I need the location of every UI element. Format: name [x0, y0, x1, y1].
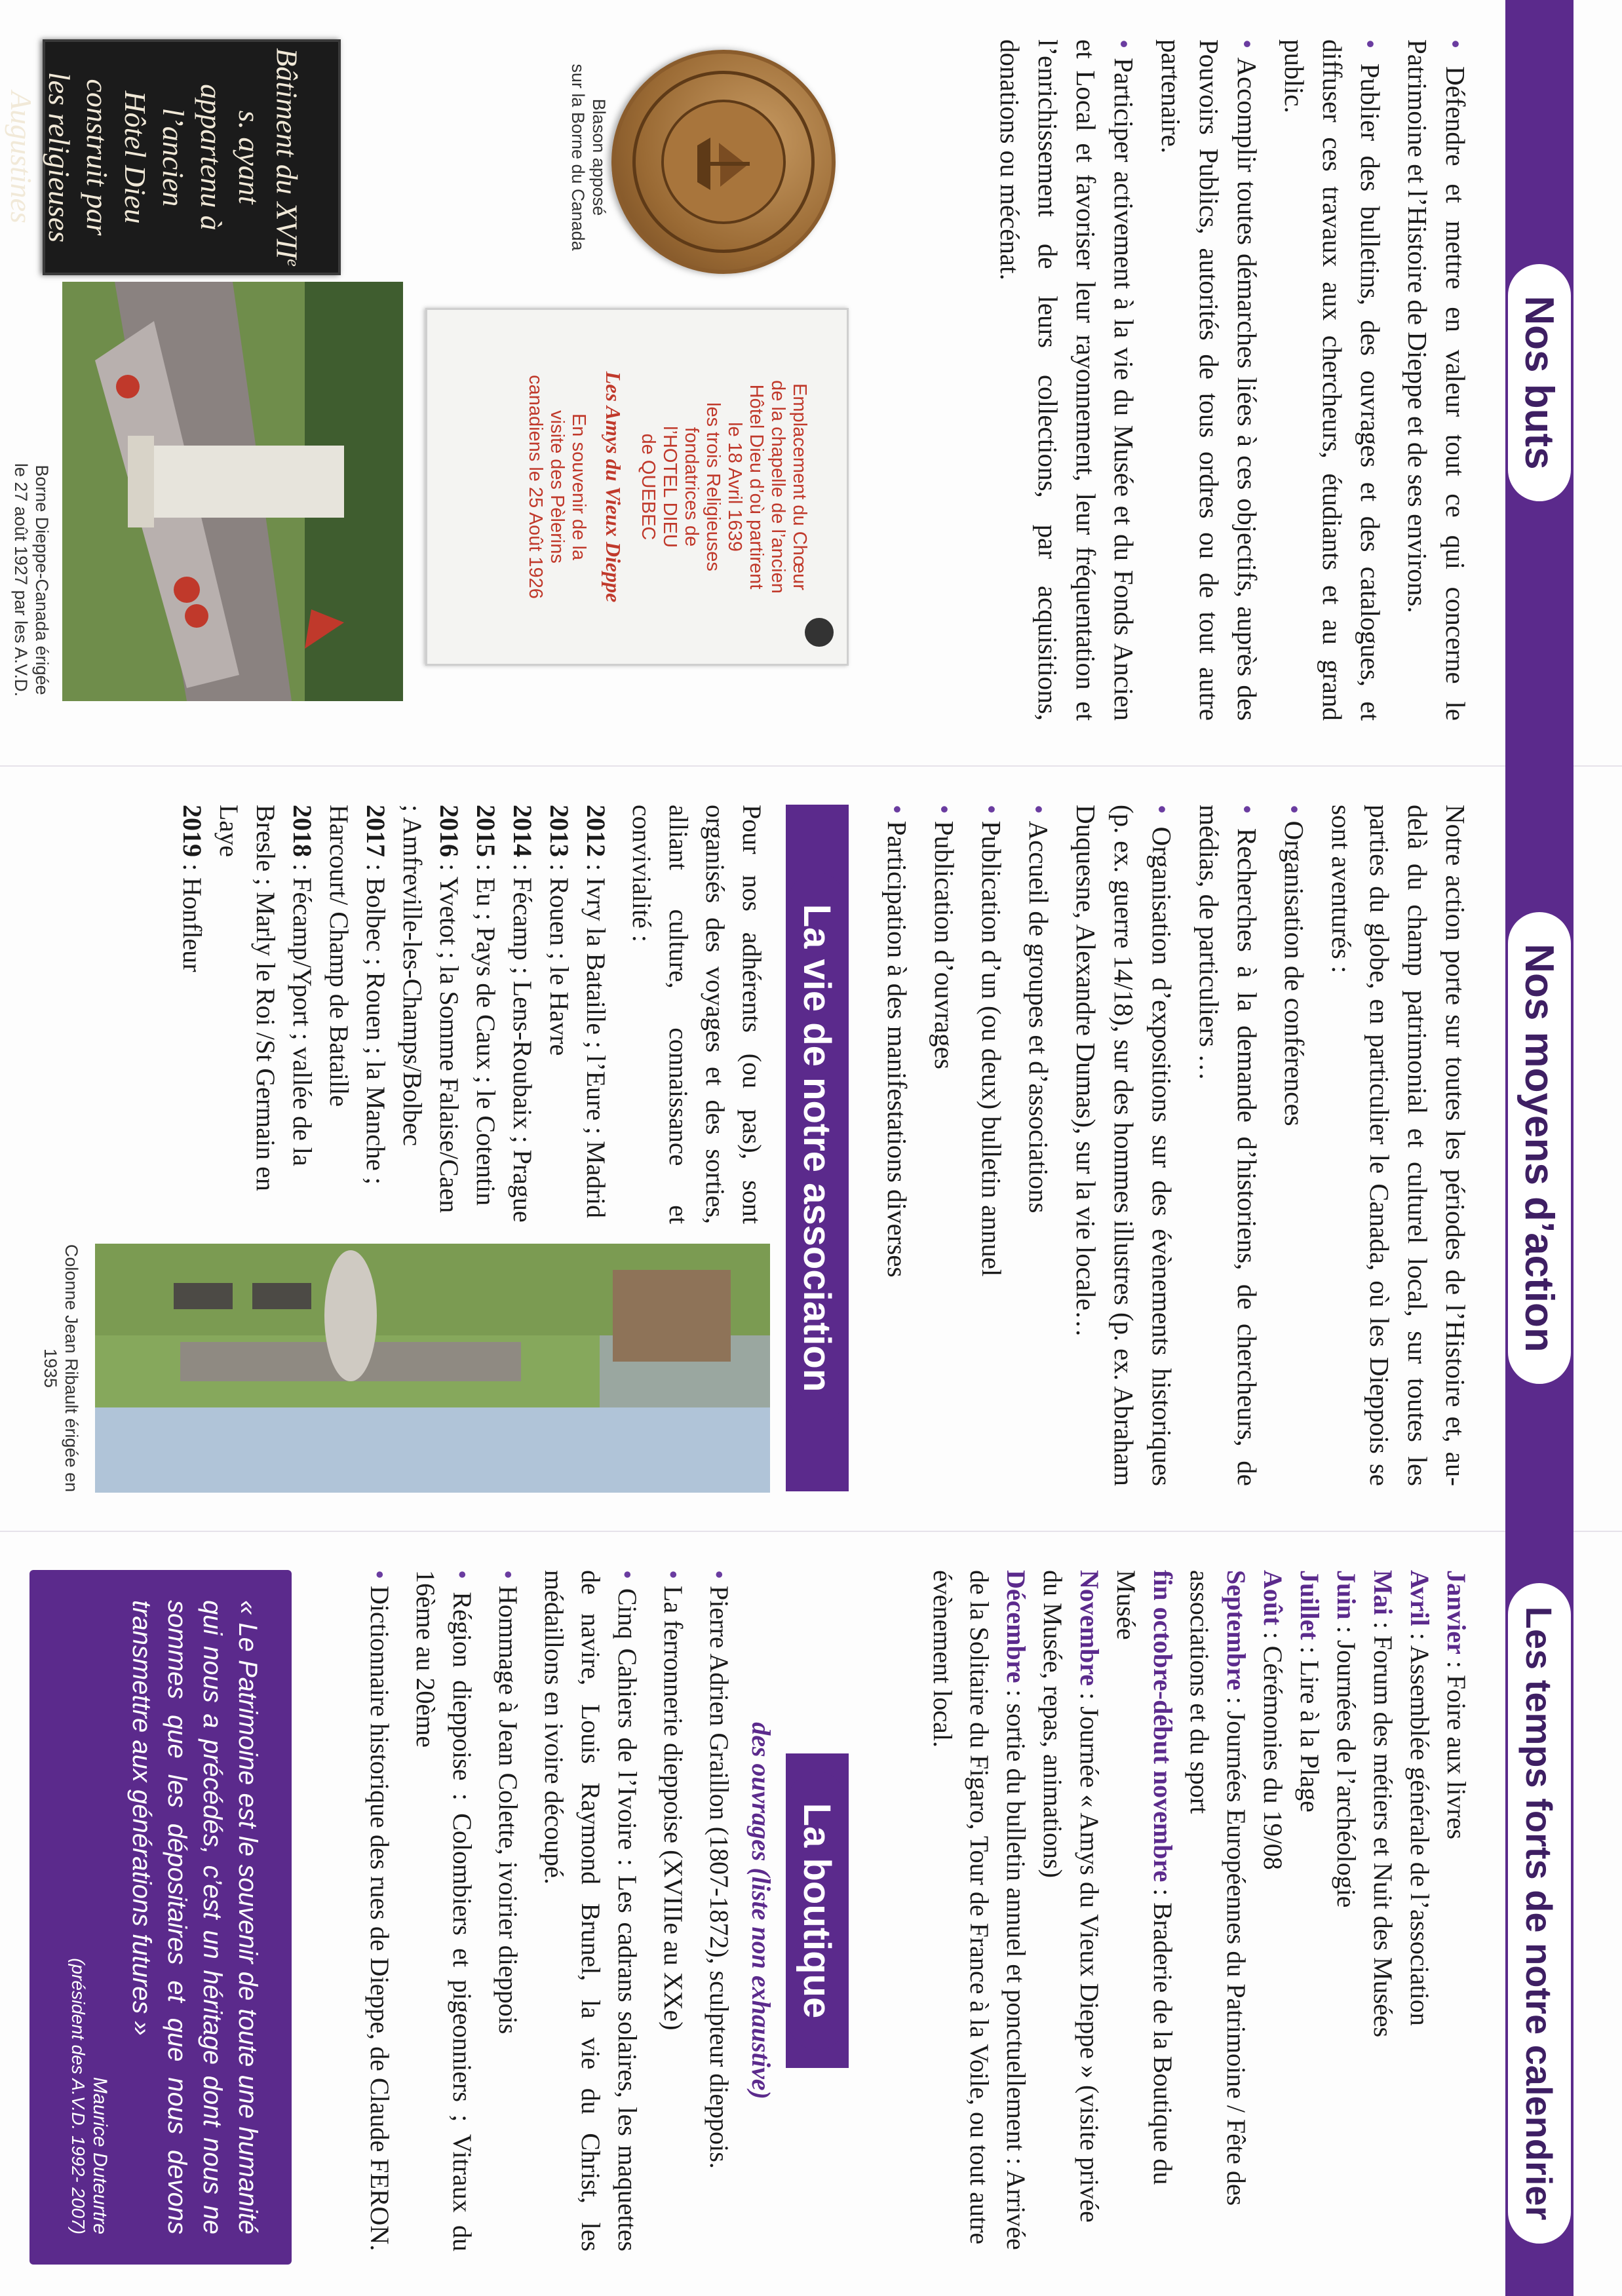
trip-row: 2016 : Yvetot ; la Somme Falaise/Caen ; Amfreville-les-Champs/Bolbec: [398, 805, 464, 1214]
boutique-subtitle: des ouvrages (liste non exhaustive): [746, 1722, 776, 2099]
trip-row: 2019 : Honfleur: [178, 805, 207, 972]
seal-caption: Blason apposé sur la Borne du Canada: [568, 64, 609, 251]
goal-item: • Publier des bulletins, des ouvrages et des catalogues, et diffuser ces travaux aux chercheurs, étudiants et au grand public.: [1275, 39, 1389, 721]
trip-row: 2014 : Fécamp ; Lens-Roubaix ; Prague: [508, 805, 537, 1223]
calendar-row: Novembre : Journée « Amys du Vieux Dieppe » (visite privée du Musée, repas, animations): [1038, 1570, 1104, 2223]
black-plaque: Bâtiment du XVIIe s. ayant appartenu à l’ancien Hôtel Dieu construit par les religieuses Augustines: [43, 39, 341, 275]
plaque-line: de la chapelle de l’ancien: [767, 380, 788, 594]
vie-association-intro: Pour nos adhérents (ou pas), sont organisés des voyages et des sorties, alliant culture, connaissance et convivialité :: [627, 805, 767, 1224]
calendar-list: [924, 1570, 1475, 2251]
moyens-item: • Publication d’un (ou deux) bulletin annuel: [973, 805, 1011, 1486]
moyens-item: • Publication d’ouvrages: [925, 805, 963, 1486]
moyens-item: • Organisation d’expositions sur des évènements historiques (p. ex. guerre 14/18), sur des hommes illustres (p. ex. Abraham Duquesne, Alexandre Dumas), sur la vie locale…: [1067, 805, 1181, 1486]
moyens-item: • Recherches à la demande d’historiens, de chercheurs, de médias, de particuliers …: [1190, 805, 1266, 1486]
coat-of-arms-seal: [611, 50, 836, 274]
boutique-item: • Cinq Cahiers de l’Ivoire : Les cadrans solaires, les maquettes de navire, Louis Raymond Brunel, la vie du Christ, les médaillons en ivoire découpé.: [535, 1570, 646, 2251]
trip-row: 2013 : Rouen ; le Havre: [545, 805, 574, 1056]
panel-calendrier: [0, 1531, 1622, 2296]
plaque-line: de QUEBEC: [638, 433, 659, 541]
calendar-row: Juillet : Lire à la Plage: [1295, 1570, 1324, 1812]
panel-nos-moyens: [0, 765, 1622, 1531]
plaque-screw: [805, 618, 834, 647]
trip-row: 2012 : Ivry la Bataille ; l’Eure ; Madrid: [581, 805, 611, 1218]
plaque-signature: Les Amys du Vieux Dieppe: [602, 371, 625, 603]
quote-box: [29, 1570, 292, 2265]
plaque-line: canadiens le 25 Août 1926: [525, 375, 546, 599]
moyens-item: • Accueil de groupes et d’associations: [1020, 805, 1058, 1486]
goal-item: • Participer activement à la vie du Musée et du Fonds Ancien et Local et favoriser leur rayonnement, leur fréquentation et l’enrichissement de leurs collections, par acquisitions, donations ou mécénat.: [991, 39, 1143, 721]
plaque-line: Emplacement du Chœur: [789, 383, 810, 590]
trip-row: 2017 : Bolbec ; Rouen ; la Manche ; Harcourt/ Champ de Bataille: [324, 805, 391, 1185]
plaque-line: Hôtel Dieu d’où partirent: [746, 384, 767, 590]
boutique-item: • La ferronnerie dieppoise (XVIIIe au XXe): [655, 1570, 691, 2251]
nos-moyens-text: [869, 805, 1475, 1486]
calendar-row: Septembre : Journées Européennes du Patrimoine / Fête des associations et du sport: [1185, 1570, 1251, 2206]
borne-caption: Borne Dieppe-Canada érigée le 27 août 1927 par les A.V.D.: [11, 463, 52, 697]
quote-author: Maurice Duteurtre: [89, 2076, 111, 2234]
borne-photo: [62, 282, 403, 701]
nos-buts-text: [982, 39, 1475, 721]
boutique-item: • Région dieppoise : Colombiers et pigeonniers ; Vitraux du 16ème au 20ème: [407, 1570, 480, 2251]
calendar-row: Août : Cérémonies du 19/08: [1258, 1570, 1288, 1870]
boutique-list: [352, 1570, 737, 2251]
boutique-item: • Pierre Adrien Graillon (1807-1872), sculpteur dieppois.: [701, 1570, 737, 2251]
plaque-line: les trois Religieuses: [703, 402, 724, 571]
borne-photo-image: [62, 282, 403, 701]
vie-association-title: La vie de notre association: [788, 873, 846, 1424]
ship-icon: [687, 131, 760, 197]
plaque-line: le 18 Avril 1639: [724, 422, 745, 552]
vie-association-banner: [786, 805, 849, 1491]
moyens-item: • Participation à des manifestations diverses: [878, 805, 916, 1486]
goal-item: • Accomplir toutes démarches liées à ces objectifs, auprès des Pouvoirs Publics, autorités de tous ordres ou de tout autre partenaire.: [1152, 39, 1266, 721]
vie-association-text: [174, 805, 770, 1224]
calendar-row: Avril : Assemblée générale de l’association: [1405, 1570, 1435, 2026]
nos-buts-banner: [1505, 0, 1574, 765]
boutique-title: La boutique: [788, 1772, 846, 2050]
boutique-banner: [786, 1753, 849, 2068]
nos-moyens-title: Nos moyens d’action: [1508, 912, 1571, 1384]
boutique-item: • Hommage à Jean Colette, ivoirier dieppois: [490, 1570, 526, 2251]
calendar-row: Juin : Journées de l’archéologie: [1332, 1570, 1361, 1908]
boutique-item: • Dictionnaire historique des rues de Dieppe, de Claude FERON.: [361, 1570, 398, 2251]
goal-item: • Défendre et mettre en valeur tout ce qui concerne le Patrimoine et l’Histoire de Dieppe et de ses environs.: [1399, 39, 1475, 721]
quote-role: (président des A.V.D. 1992- 2007): [68, 1958, 88, 2234]
calendrier-title: Les temps forts de notre calendrier: [1508, 1583, 1571, 2244]
calendrier-banner: [1505, 1531, 1574, 2296]
colonne-photo: [95, 1244, 770, 1493]
calendar-row: Mai : Forum des métiers et Nuit des Musées: [1368, 1570, 1398, 2038]
colonne-caption: Colonne Jean Ribault érigée en 1935: [41, 1244, 81, 1493]
moyens-item: • Organisation de conférences: [1275, 805, 1313, 1486]
plaque-line: l’HOTEL DIEU: [659, 426, 680, 548]
trip-row: 2018 : Fécamp/Yport ; vallée de la Bresle ; Marly le Roi /St Germain en Laye: [214, 805, 317, 1191]
colonne-caption-holder: [95, 1499, 770, 1525]
nos-buts-title: Nos buts: [1508, 264, 1571, 501]
quote-text: « Le Patrimoine est le souvenir de toute une humanité qui nous a précédés, c’est un héritage dont nous ne sommes que les dépositaires et que nous devons transmettre aux générations futures »: [127, 1600, 262, 2234]
calendar-row: Janvier : Foire aux livres: [1442, 1570, 1471, 1840]
calendar-row: fin octobre-début novembre : Braderie de la Boutique du Musée: [1111, 1570, 1178, 2185]
commemorative-plaque: [425, 308, 849, 666]
plaque-line: En souvenir de la: [568, 413, 589, 561]
calendar-row: Décembre : sortie du bulletin annuel et ponctuellement : Arrivée de la Solitaire du Figaro, Tour de France à la Voile, ou tout autre évènement local.: [928, 1570, 1031, 2250]
colonne-photo-image: [95, 1244, 770, 1493]
moyens-intro: Notre action porte sur toutes les périodes de l’Histoire et, au-delà du champ patrimonial et culturel local, sur toutes les parties du globe, en particulier le Canada, où les Dieppois se sont aventurés :: [1326, 805, 1471, 1486]
plaque-line: visite des Pèlerins: [547, 410, 568, 564]
trip-row: 2015 : Eu ; Pays de Caux ; le Cotentin: [471, 805, 501, 1206]
panel-nos-buts: [0, 0, 1622, 765]
plaque-line: fondatrices de: [681, 427, 702, 547]
nos-moyens-banner: [1505, 765, 1574, 1531]
